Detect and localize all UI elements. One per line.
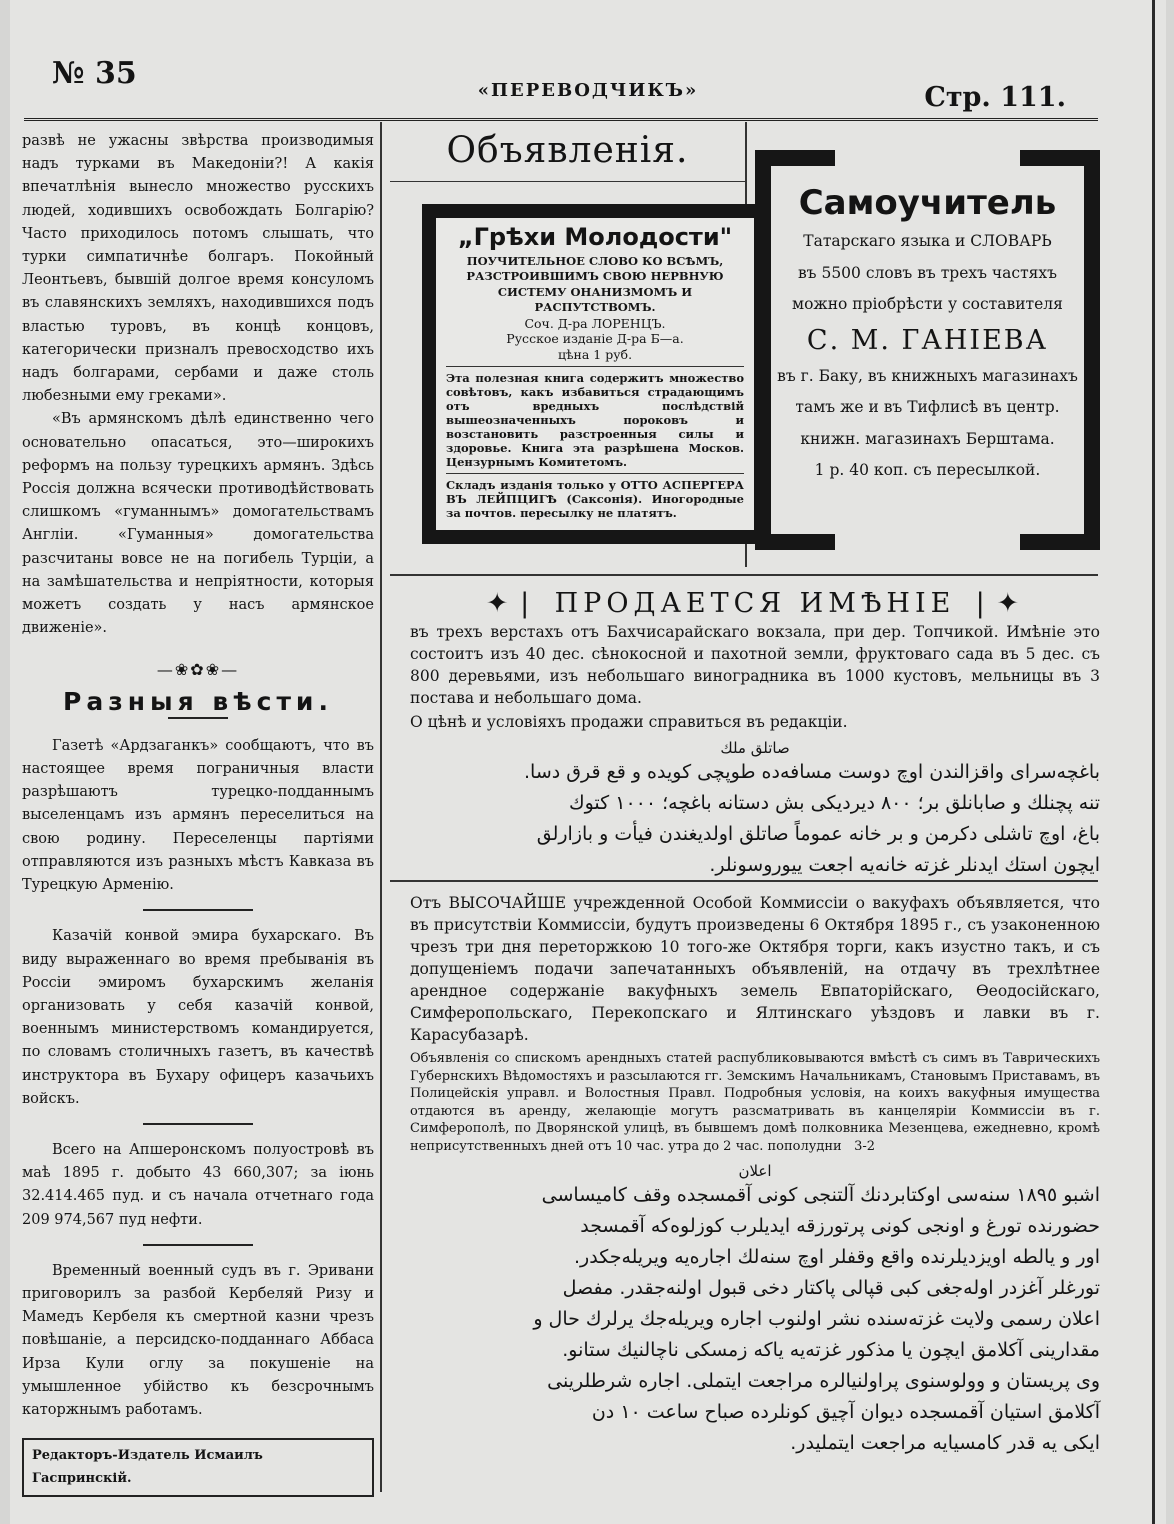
vakuf-arabic-heading: اعلان — [738, 1161, 772, 1180]
bracket-right — [1084, 150, 1100, 550]
selftutor-line: въ 5500 словъ въ трехъ частяхъ можно пріобрѣсти у составителя — [792, 263, 1063, 313]
divider — [390, 574, 1098, 576]
vakuf-arabic-line: حضورندە تورغ و اونجی کونی پرتورزقە ایدیلرب کوزلوەکە آقمسجد — [580, 1214, 1100, 1237]
article-paragraph: «Въ армянскомъ дѣлѣ единственно чего основательно опасаться, это—широкихъ реформъ на пользу турецкихъ армянъ. Здѣсь Россія должна всячески противодѣйствовать слишкомъ «гуманнымъ» домогательствамъ Англіи. «Гуманныя» домогательства разсчитаны вовсе не на погибель Турціи, а на замѣшательства и непріятности, которыя можетъ создать у насъ армянское движеніе». — [22, 411, 374, 637]
bracket-left-bottom — [755, 534, 835, 550]
estate-title: ✦❘ ПРОДАЕТСЯ ИМѢНІЕ ❘✦ — [485, 588, 1025, 619]
vakuf-arabic-line: اور و یالطە اویزدیلرندە واقع وقفلر اوچ سنەلك اجارەیە ویریلەجکدر. — [574, 1245, 1100, 1268]
divider — [143, 1244, 253, 1246]
vakuf-arabic-line: اشبو ١٨٩٥ سنەسی اوکتابردنك آلتنجی کونی آقمسجدە وقف کامیساسی — [541, 1183, 1100, 1206]
book-advertisement — [422, 204, 768, 544]
estate-arabic-line: باغ، اوچ تاشلی دکرمن و بر خانە عموماً صاتلق اولدیغندن فیأت و بازارلق — [536, 823, 1100, 845]
bracket-right-bottom — [1020, 534, 1100, 550]
divider — [143, 909, 253, 911]
selftutor-line: Татарскаго языка и СЛОВАРЬ — [803, 232, 1052, 250]
vakuf-arabic-line: وی پریستان و وولوسنوی پراولنیالرە مراجعت ایتملی. اجارە شرطلرینی — [547, 1369, 1100, 1392]
vakuf-arabic-line: ایکی یە قدر کامسیایە مراجعت ایتملیدر. — [790, 1431, 1100, 1454]
vakuf-details — [410, 1050, 1100, 1156]
vakuf-arabic-line: تورغلر آغزدر اولەجغی کبی قپالی پاکتار دخی قبول اولنەجقدر. مفصل — [562, 1276, 1100, 1299]
newspaper-title: «ПЕРЕВОДЧИКЪ» — [477, 80, 699, 101]
divider — [390, 181, 745, 182]
vakuf-arabic-line: اعلان رسمی ولایت غزتەسندە نشر اولنوب اجارە ویریلەجك یرلرك حال و — [533, 1307, 1100, 1330]
header-rule — [24, 118, 1098, 121]
estate-arabic-heading: صاتلق ملك — [720, 739, 790, 757]
ads-heading: Объявленія. — [446, 130, 689, 171]
article-paragraph: развѣ не ужасны звѣрства производимыя надъ турками въ Македоніи?! А какія впечатлѣнія вынесло множество русскихъ людей, ходившихъ освобождать Болгарію? Часто приходилось потомъ слышать, что турки симпатичнѣе болгаръ. Покойный Леонтьевъ, бывшій долгое время консуломъ въ славянскихъ земляхъ, находившихся подъ властью туровъ, въ концѣ концовъ, категорически призналъ превосходство ихъ надъ болгарами, сербами и даже столь любезными ему греками». — [22, 133, 374, 405]
book-author: Соч. Д-ра ЛОРЕНЦЪ. — [524, 315, 666, 331]
divider — [446, 473, 744, 474]
vakuf-announcement — [410, 892, 1100, 1459]
ornament-divider: —❀✿❀— — [156, 660, 240, 680]
news-item: Газетѣ «Ардзаганкъ» сообщаютъ, что въ настоящее время пограничныя власти разрѣшаютъ турецко-подданнымъ выселенцамъ изъ армянъ переселиться на свою родину. Переселенцы партіями отправляются изъ разныхъ мѣстъ Кавказа въ Турецкую Арменію. — [22, 737, 374, 894]
selftutor-author: С. М. ГАНІЕВА — [806, 324, 1049, 356]
selftutor-title: Самоучитель — [798, 183, 1057, 223]
news-item: Всего на Апшеронскомъ полуостровѣ въ маѣ 1895 г. добыто 43 660,307; за іюнь 32.414.465 пуд. и съ начала отчетнаго года 209 974,567 пуд нефти. — [22, 1141, 374, 1228]
divider — [446, 366, 744, 367]
left-column — [22, 130, 374, 1497]
book-warehouse: Складъ изданія только у ОТТО АСПЕРГЕРА ВЪ ЛЕЙПЦИГѢ (Саксонія). Иногородные за почтов. пересылку не платятъ. — [446, 478, 744, 520]
divider — [168, 717, 228, 719]
ads-block-middle — [390, 130, 745, 544]
issue-number: № 35 — [52, 56, 137, 91]
estate-arabic-line: باغچەسرای واقزالندن اوچ دوست مسافەدە طوپچی کویدە و قع قرق دسا. — [524, 761, 1100, 783]
vakuf-arabic-line: آکلامق استیان آقمسجدە دیوان آچیق کونلردە صباح ساعت ١٠ دن — [591, 1400, 1100, 1423]
divider — [390, 880, 1098, 882]
book-title: „Грѣхи Молодости" — [457, 223, 733, 251]
book-price: цѣна 1 руб. — [557, 346, 633, 362]
vakuf-number: 3-2 — [854, 1138, 876, 1154]
book-subtitle: ПОУЧИТЕЛЬНОЕ СЛОВО КО ВСѢМЪ, РАЗСТРОИВШИМЪ СВОЮ НЕРВНУЮ СИСТЕМУ ОНАНИЗМОМЪ И РАСПУТСТВОМЪ. — [466, 253, 724, 314]
selftutor-line: въ г. Баку, въ книжныхъ магазинахъ тамъ же и въ Тифлисѣ въ центр. книжн. магазинахъ Берштама. — [777, 366, 1078, 448]
bracket-left — [755, 150, 771, 550]
news-item: Казачій конвой эмира бухарскаго. Въ виду выраженнаго во время пребыванія въ Россіи эмиромъ бухарскимъ желанія организовать у себя казачій конвой, военнымъ министерствомъ командируется, по словамъ столичныхъ газетъ, въ качествѣ инструктора въ Бухару офицеръ казачьихъ войскъ. — [22, 928, 374, 1107]
vakuf-arabic-line: مقدارینی آکلامق ایچون یا مذکور غزتەیە یاکە زمسکی ناچالنیك ستانو. — [562, 1338, 1100, 1361]
newspaper-page — [10, 0, 1166, 1524]
selftutor-price: 1 р. 40 коп. съ пересылкой. — [814, 461, 1041, 479]
page-edge-rule — [1152, 0, 1155, 1524]
selftutor-advertisement — [755, 150, 1100, 550]
page-header — [10, 52, 1166, 113]
bracket-left-top — [755, 150, 835, 166]
estate-arabic-line: تنە پچنلك و صابانلق بر؛ ٨٠٠ دیردیکی بش دستانە باغچە؛ ١٠٠٠ كتوك — [568, 792, 1100, 814]
estate-arabic-line: ایچون استك ایدنلر غزتە خانەیە اجعت ییوروسونلر. — [709, 854, 1100, 876]
section-title: Разныя вѣсти. — [63, 686, 333, 716]
editor-line: Редакторъ-Издатель Исмаилъ Гаспринскій. — [22, 1438, 374, 1496]
vakuf-body: Отъ ВЫСОЧАЙШЕ учрежденной Особой Коммиссіи о вакуфахъ объявляется, что въ присутствіи Коммиссіи, будутъ произведены 6 Октября 1895 г., съ узаконенною чрезъ три дня переторжкою 10 того-же Октября торги, какъ изустно такъ, и съ допущеніемъ подачи запечатанныхъ объявленій, на отдачу въ трехлѣтнее арендное содержаніе вакуфныхъ земель Евпаторійскаго, Ѳеодосійскаго, Симферопольскаго, Перекопскаго и Ялтинскаго уѣздовъ и лавки въ г. Карасубазарѣ. — [410, 894, 1100, 1044]
book-description: Эта полезная книга содержитъ множество совѣтовъ, какъ избавиться страдающимъ отъ вредныхъ послѣдствій вышеозначенныхъ пороковъ и возстановить разстроенныя силы и здоровье. Книга эта разрѣшена Москов. Цензурнымъ Комитетомъ. — [446, 371, 744, 469]
estate-advertisement — [410, 588, 1100, 881]
column-rule-left — [380, 122, 382, 1492]
book-edition: Русское изданіе Д-ра Б—а. — [506, 331, 684, 346]
selftutor-text — [773, 180, 1082, 487]
divider — [143, 1123, 253, 1125]
news-item: Временный военный судъ въ г. Эривани приговорилъ за разбой Кербеляй Ризу и Мамедъ Кербеля къ смертной казни чрезъ повѣшаніе, а персидско-подданнаго Аббаса Ирза Кули оглу за покушеніе на умышленное убійство къ безсрочнымъ каторжнымъ работамъ. — [22, 1262, 374, 1418]
estate-note: О цѣнѣ и условіяхъ продажи справиться въ редакціи. — [410, 713, 848, 731]
page-number: Стр. 111. — [924, 82, 1066, 113]
bracket-right-top — [1020, 150, 1100, 166]
vakuf-details-text: Объявленія со спискомъ арендныхъ статей распубликовываются вмѣстѣ съ симъ въ Таврическихъ Губернскихъ Вѣдомостяхъ и разсылаются гг. Земскимъ Начальникамъ, Становымъ Приставамъ, въ Полицейскія управл. и Волостныя Правл. Подробныя условія, на коихъ вакуфныя имущества отдаются въ аренду, желающіе могутъ разсматривать въ канцеляріи Коммиссіи въ г. Симферополѣ, по Дворянской улицѣ, въ бывшемъ домѣ полковника Мезенцева, ежедневно, кромѣ неприсутственныхъ дней отъ 10 час. утра до 2 час. пополудни — [410, 1051, 1100, 1154]
estate-description: въ трехъ верстахъ отъ Бахчисарайскаго вокзала, при дер. Топчикой. Имѣніе это состоитъ изъ 40 дес. сѣнокосной и пахотной земли, фруктоваго сада въ 5 дес. съ 800 деревьями, изъ небольшаго виноградника въ 1000 кустовъ, мельницы въ 3 постава и небольшаго дома. — [410, 623, 1100, 707]
